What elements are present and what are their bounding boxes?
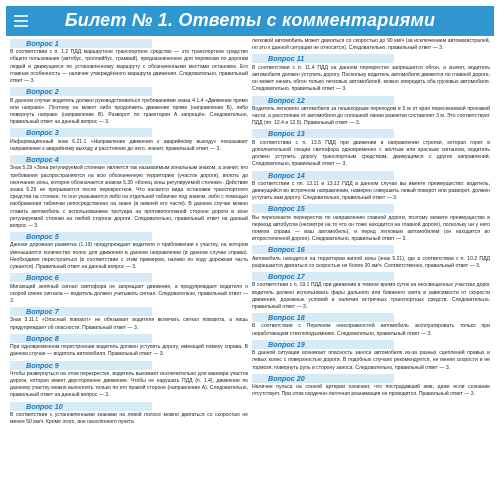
question-answer-text: В соответствии с п. 13.5 ПДД при движении в направлении стрелки, которая горит в дополнительной секции светофора одновременно с жёлтым или красным сигналом, водитель должен уступить дорогу транспортным средствам, движущимся с других направлений. Следовательно, правильный ответ — 3.	[252, 139, 490, 168]
question-answer-text: В данном случае водитель должен руководствоваться требованиями знака 4.1.4 «Движение прямо или направо». Поэтому он может либо продолжить движение прямо (направление Б), либо повернуть направо (направление В). Разворот по траектории А запрещён. Следовательно, правильный ответ на данный вопрос — 3.	[10, 97, 248, 126]
question-answer-text: Водитель легкового автомобиля за пешеходным переходом в 5 м от края пересекаемой проезжей части, а расстояние от автомобиля до сплошной линии разметки составляет 3 м. Это соответствует ПДД (пп. 12.4 и 12.5). Правильный ответ — 3.	[252, 105, 490, 127]
question-heading: Вопрос 13	[252, 129, 394, 138]
question-block	[10, 333, 248, 359]
question-block	[10, 401, 248, 427]
question-block	[10, 231, 248, 271]
question-heading: Вопрос 19	[252, 340, 394, 349]
question-block	[252, 128, 490, 168]
question-answer-text: В соответствии с п. 11.4 ПДД на данном перекрестке запрещается обгон, а значит, водитель автомобиля должен уступить дорогу. Поскольку водитель автомобиля движется по главной дороге, он может начать обгон только легковых автомобилей, можно опередить оба грузовых автомобиля. Следовательно, правильный ответ — 3.	[252, 64, 490, 93]
page-header	[6, 6, 494, 36]
question-answer-text: Знак 5.29 «Зона регулируемой стоянки» является так называемым зональным знаком, а значит, его требования распространяются на всю обозначенную территорию (участок дороги), вплоть до окончания зоны, которое обозначается знаком 5.30 «Конец зоны регулируемой стоянки». Действие знака 5.29 не прерывается после перекрестков. Что касается вида остановки транспортного средства на стоянке, то оно указывается либо на отдельной табличке под знаком, либо с помощью изображения таблички непосредственно на знаке (в нижней его части). В данном случае можно ставить автомобиль с использованием тротуара на противоположной стороне дороги в зоне регулируемой стоянки на любой стороне дороги. Следовательно, правильный ответ на данный вопрос — 3.	[10, 165, 248, 230]
question-heading: Вопрос 1	[10, 39, 152, 48]
question-block	[252, 95, 490, 128]
question-answer-text: В соответствии с установленными знаками на левой полосе можно двигаться со скоростью не менее 50 км/ч. Кроме этого, вне населённого пункта	[10, 411, 248, 426]
question-block	[252, 244, 490, 270]
question-heading: Вопрос 4	[10, 155, 152, 164]
question-block	[10, 86, 248, 126]
question-heading: Вопрос 3	[10, 128, 152, 137]
question-heading: Вопрос 17	[252, 272, 394, 281]
question-answer-text: В соответствии с пп. 13.11 и 13.12 ПДД в данном случае вы имеете преимущество: водитель, движущийся во встречном направлении, намерен совершить левый поворот или разворот, должен уступить вам дорогу. Следовательно, правильный ответ — 3.	[252, 180, 490, 202]
question-heading: Вопрос 14	[252, 171, 394, 180]
question-heading: Вопрос 11	[252, 54, 394, 63]
right-column	[252, 38, 490, 399]
question-heading: Вопрос 18	[252, 313, 394, 322]
left-column	[10, 38, 248, 427]
question-heading: Вопрос 16	[252, 245, 394, 254]
question-heading: Вопрос 15	[252, 204, 394, 213]
question-block	[252, 373, 490, 399]
question-answer-text: В данной ситуации возникает опасность заноса автомобиля из-за разных сцеплений правых и левых колес с поверхностью дороги. В подобных случаях рекомендуется, не меняя скорости и не тормозя, повернуть руль в сторону заноса. Следовательно, правильный ответ — 3.	[252, 350, 490, 371]
question-answer-text: Знак 3.11.1 «Опасный поворот» не обязывает водителя включать сигнал поворота, а лишь предупреждает об опасности. Правильный ответ — 3.	[10, 317, 248, 331]
question-heading: Вопрос 8	[10, 334, 152, 343]
question-heading: Вопрос 2	[10, 87, 152, 96]
page-title: Билет № 1. Ответы с комментариями	[64, 10, 436, 30]
question-answer-text: Вы пересекаете перекресток по направлению главной дороги, поэтому можете преимущество в переезд автобусом (несмотря на то что он тоже находится на главной дороге), поскольку ни у него помехи справа — ваш автомобиль), и перед легковым автомобилем (он находится во второстепенной дороге). Следовательно, правильный ответ — 3.	[252, 214, 490, 243]
question-answer-text: При одновременном перестроении водитель должен уступить дорогу, имеющей помеху справа. В данном случае — водитель автомобиля. Правильный ответ — 3.	[10, 344, 248, 358]
question-heading: Вопрос 12	[252, 96, 394, 105]
question-heading: Вопрос 20	[252, 374, 394, 383]
question-answer-text: В соответствии с п. 19.1 ПДД при движении в темное время суток на неосвещенных участках дорог водитель должен использовать фары дальнего или ближнего света в зависимости от скорости движения, дорожных условий и наличия встречных транспортных средств. Следовательно, правильный ответ — 3.	[252, 282, 490, 310]
question-block	[10, 154, 248, 230]
question-block	[252, 271, 490, 311]
question-heading: Вопрос 10	[10, 402, 152, 411]
question-block	[252, 339, 490, 372]
question-block	[10, 306, 248, 332]
question-block	[10, 272, 248, 305]
question-heading: Вопрос 5	[10, 232, 152, 241]
question-block	[10, 127, 248, 153]
question-answer-text: Данная дорожная разметка (1.19) предупреждает водителя о приближении к участку, на котором уменьшается количество полос для движения в данном направлении (в данном случае справа). Необходимо перестроиться (в соответствии с этим примером, налево по ходу дорожная часть сужается). Правильный ответ на данный вопрос — 3.	[10, 242, 248, 271]
question-block	[252, 53, 490, 93]
question-block	[252, 203, 490, 243]
question-answer-text: Чтобы развернуться на этом перекрестке, водитель выезжает исключительно для маневра участок дороги, которая имеет двустороннее движение. Чтобы не нарушать ПДД (п. 1.4), движение по данному участку можно выполнять только по его правой стороне (направление А). Следовательно, правильный ответ на данный вопрос — 3.	[10, 370, 248, 399]
question-block	[10, 360, 248, 400]
question-block	[252, 312, 490, 338]
question-answer-text: Наличие пульса на сонной артерии означает, что пострадавший жив, даже если сознание отсутствует. При этом сердечно-легочная реанимация не проводится. Правильный ответ — 3.	[252, 383, 490, 398]
question-heading: Вопрос 9	[10, 361, 152, 370]
question-answer-text: Автомобиль находится на территории жилой зоны (знак 5.21), где в соответствии с п. 10.2 ПДД разрешается двигаться со скоростью не более 20 км/ч. Соответственно, правильный ответ — 3.	[252, 255, 490, 269]
question-block	[10, 38, 248, 85]
question-answer-text: В соответствии с п. 1.2 ПДД маршрутное транспортное средство — это транспортное средство общего пользования (автобус, троллейбус, трамвай), предназначенное для перевозки по дорогам людей и движущееся по установленному маршруту с обозначенными местами остановок. Его главная особенность — наличие утверждённого маршрута движения. Следовательно, правильный ответ — 3.	[10, 49, 248, 85]
question-block	[252, 38, 490, 52]
question-answer-text: легковой автомобиль может двигаться со скоростью до 90 км/ч (за исключением автомагистралей, но это к данной ситуации не относится). Следовательно, правильный ответ — 3.	[252, 38, 490, 52]
question-heading: Вопрос 6	[10, 273, 152, 282]
question-answer-text: Информационный знак 6.21.1 «Направление движения к аварийному выходу» показывает направление к аварийному выходу и расстояние до него, значит, правильный ответ — 3.	[10, 138, 248, 152]
question-heading: Вопрос 7	[10, 307, 152, 316]
question-answer-text: Мигающий зелёный сигнал светофора не запрещает движение, а предупреждает водителя о скорой смене сигнала — водитель должен учитывать сигнал. Следовательно, правильный ответ — 3.	[10, 283, 248, 304]
question-answer-text: В соответствии с Перечнем неисправностей автомобиль эксплуатировать только при неработающем стеклоподъемнике. Следовательно, правильный ответ — 3.	[252, 323, 490, 337]
question-block	[252, 170, 490, 203]
